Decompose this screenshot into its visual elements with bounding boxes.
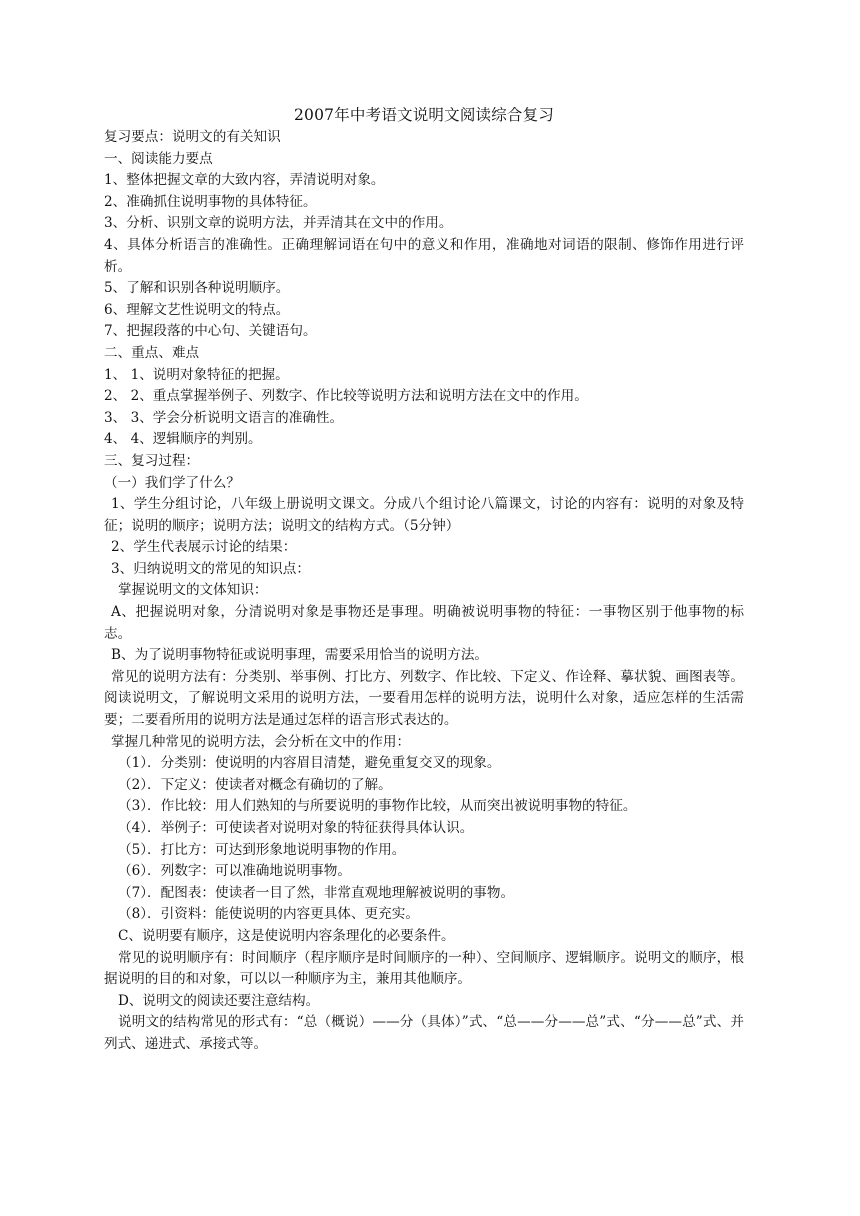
ability-item-4: 4、具体分析语言的准确性。正确理解词语在句中的意义和作用，准确地对词语的限制、修饰作用进行评析。 <box>104 236 744 275</box>
section-heading-3: 三、复习过程： <box>104 452 200 469</box>
document-title: 2007年中考语文说明文阅读综合复习 <box>293 106 555 124</box>
structure-paragraph: 说明文的结构常见的形式有：“总（概说）——分（具体）”式、“总——分——总”式、“分——总”式、并列式、递进式、承接式等。 <box>104 1014 744 1052</box>
ability-item-1: 1、整体把握文章的大致内容，弄清说明对象。 <box>104 172 385 189</box>
key-point-3: 3、 3、学会分析说明文语言的准确性。 <box>104 409 344 426</box>
method-item-6: （6）．列数字：可以准确地说明事物。 <box>118 863 351 880</box>
method-item-5: （5）．打比方：可达到形象地说明事物的作用。 <box>118 841 406 858</box>
process-step-3: 3、归纳说明文的常见的知识点： <box>111 560 310 577</box>
method-item-8: （8）．引资料：能使说明的内容更具体、更充实。 <box>118 906 419 923</box>
review-points-line: 复习要点：说明文的有关知识 <box>104 129 281 145</box>
methods-heading: 掌握几种常见的说明方法，会分析在文中的作用： <box>111 733 411 750</box>
point-c: C、说明要有顺序，这是使说明内容条理化的必要条件。 <box>118 927 455 944</box>
ability-item-5: 5、了解和识别各种说明顺序。 <box>104 280 290 297</box>
key-point-1: 1、 1、说明对象特征的把握。 <box>104 366 289 383</box>
point-a: A、把握说明对象，分清说明对象是事物还是事理。明确被说明事物的特征：一事物区别于他事物的标志。 <box>104 604 744 642</box>
key-point-2: 2、 2、重点掌握举例子、列数字、作比较等说明方法和说明方法在文中的作用。 <box>104 388 588 405</box>
ability-item-2: 2、准确抓住说明事物的具体特征。 <box>104 193 317 210</box>
method-item-2: （2）．下定义：使读者对概念有确切的了解。 <box>118 776 392 793</box>
methods-paragraph: 常见的说明方法有：分类别、举事例、打比方、列数字、作比较、下定义、作诠释、摹状貌、画图表等。阅读说明文，了解说明文采用的说明方法，一要看用怎样的说明方法，说明什么对象，适应怎样的生活需要；二要看所用的说明方法是通过怎样的语言形式表达的。 <box>104 668 744 729</box>
section-heading-1: 一、阅读能力要点 <box>104 150 213 167</box>
section-heading-2: 二、重点、难点 <box>104 344 200 361</box>
key-point-4: 4、 4、逻辑顺序的判别。 <box>104 431 262 448</box>
document-page <box>104 103 744 1056</box>
method-item-7: （7）．配图表：使读者一目了然，非常直观地理解被说明的事物。 <box>118 884 515 901</box>
process-step-2: 2、学生代表展示讨论的结果： <box>111 539 297 556</box>
ability-item-3: 3、分析、识别文章的说明方法，并弄清其在文中的作用。 <box>104 215 453 232</box>
method-item-4: （4）．举例子：可使读者对说明对象的特征获得具体认识。 <box>118 820 474 836</box>
point-b: B、为了说明事物特征或说明事理，需要采用恰当的说明方法。 <box>111 647 489 664</box>
subsection-heading-1: （一）我们学了什么？ <box>104 474 240 491</box>
genre-knowledge-heading: 掌握说明文的文体知识： <box>118 582 268 599</box>
point-d: D、说明文的阅读还要注意结构。 <box>118 992 320 1009</box>
method-item-1: （1）．分类别：使说明的内容眉目清楚，避免重复交叉的现象。 <box>118 755 501 772</box>
ability-item-6: 6、理解文艺性说明文的特点。 <box>104 301 290 318</box>
ability-item-7: 7、把握段落的中心句、关键语句。 <box>104 323 317 340</box>
order-paragraph: 常见的说明顺序有：时间顺序（程序顺序是时间顺序的一种）、空间顺序、逻辑顺序。说明文的顺序，根据说明的目的和对象，可以以一种顺序为主，兼用其他顺序。 <box>104 949 744 988</box>
method-item-3: （3）．作比较：用人们熟知的与所要说明的事物作比较，从而突出被说明事物的特征。 <box>118 798 637 815</box>
process-step-1: 1、学生分组讨论，八年级上册说明文课文。分成八个组讨论八篇课文，讨论的内容有：说明的对象及特征；说明的顺序；说明方法；说明文的结构方式。（5分钟） <box>104 496 744 534</box>
